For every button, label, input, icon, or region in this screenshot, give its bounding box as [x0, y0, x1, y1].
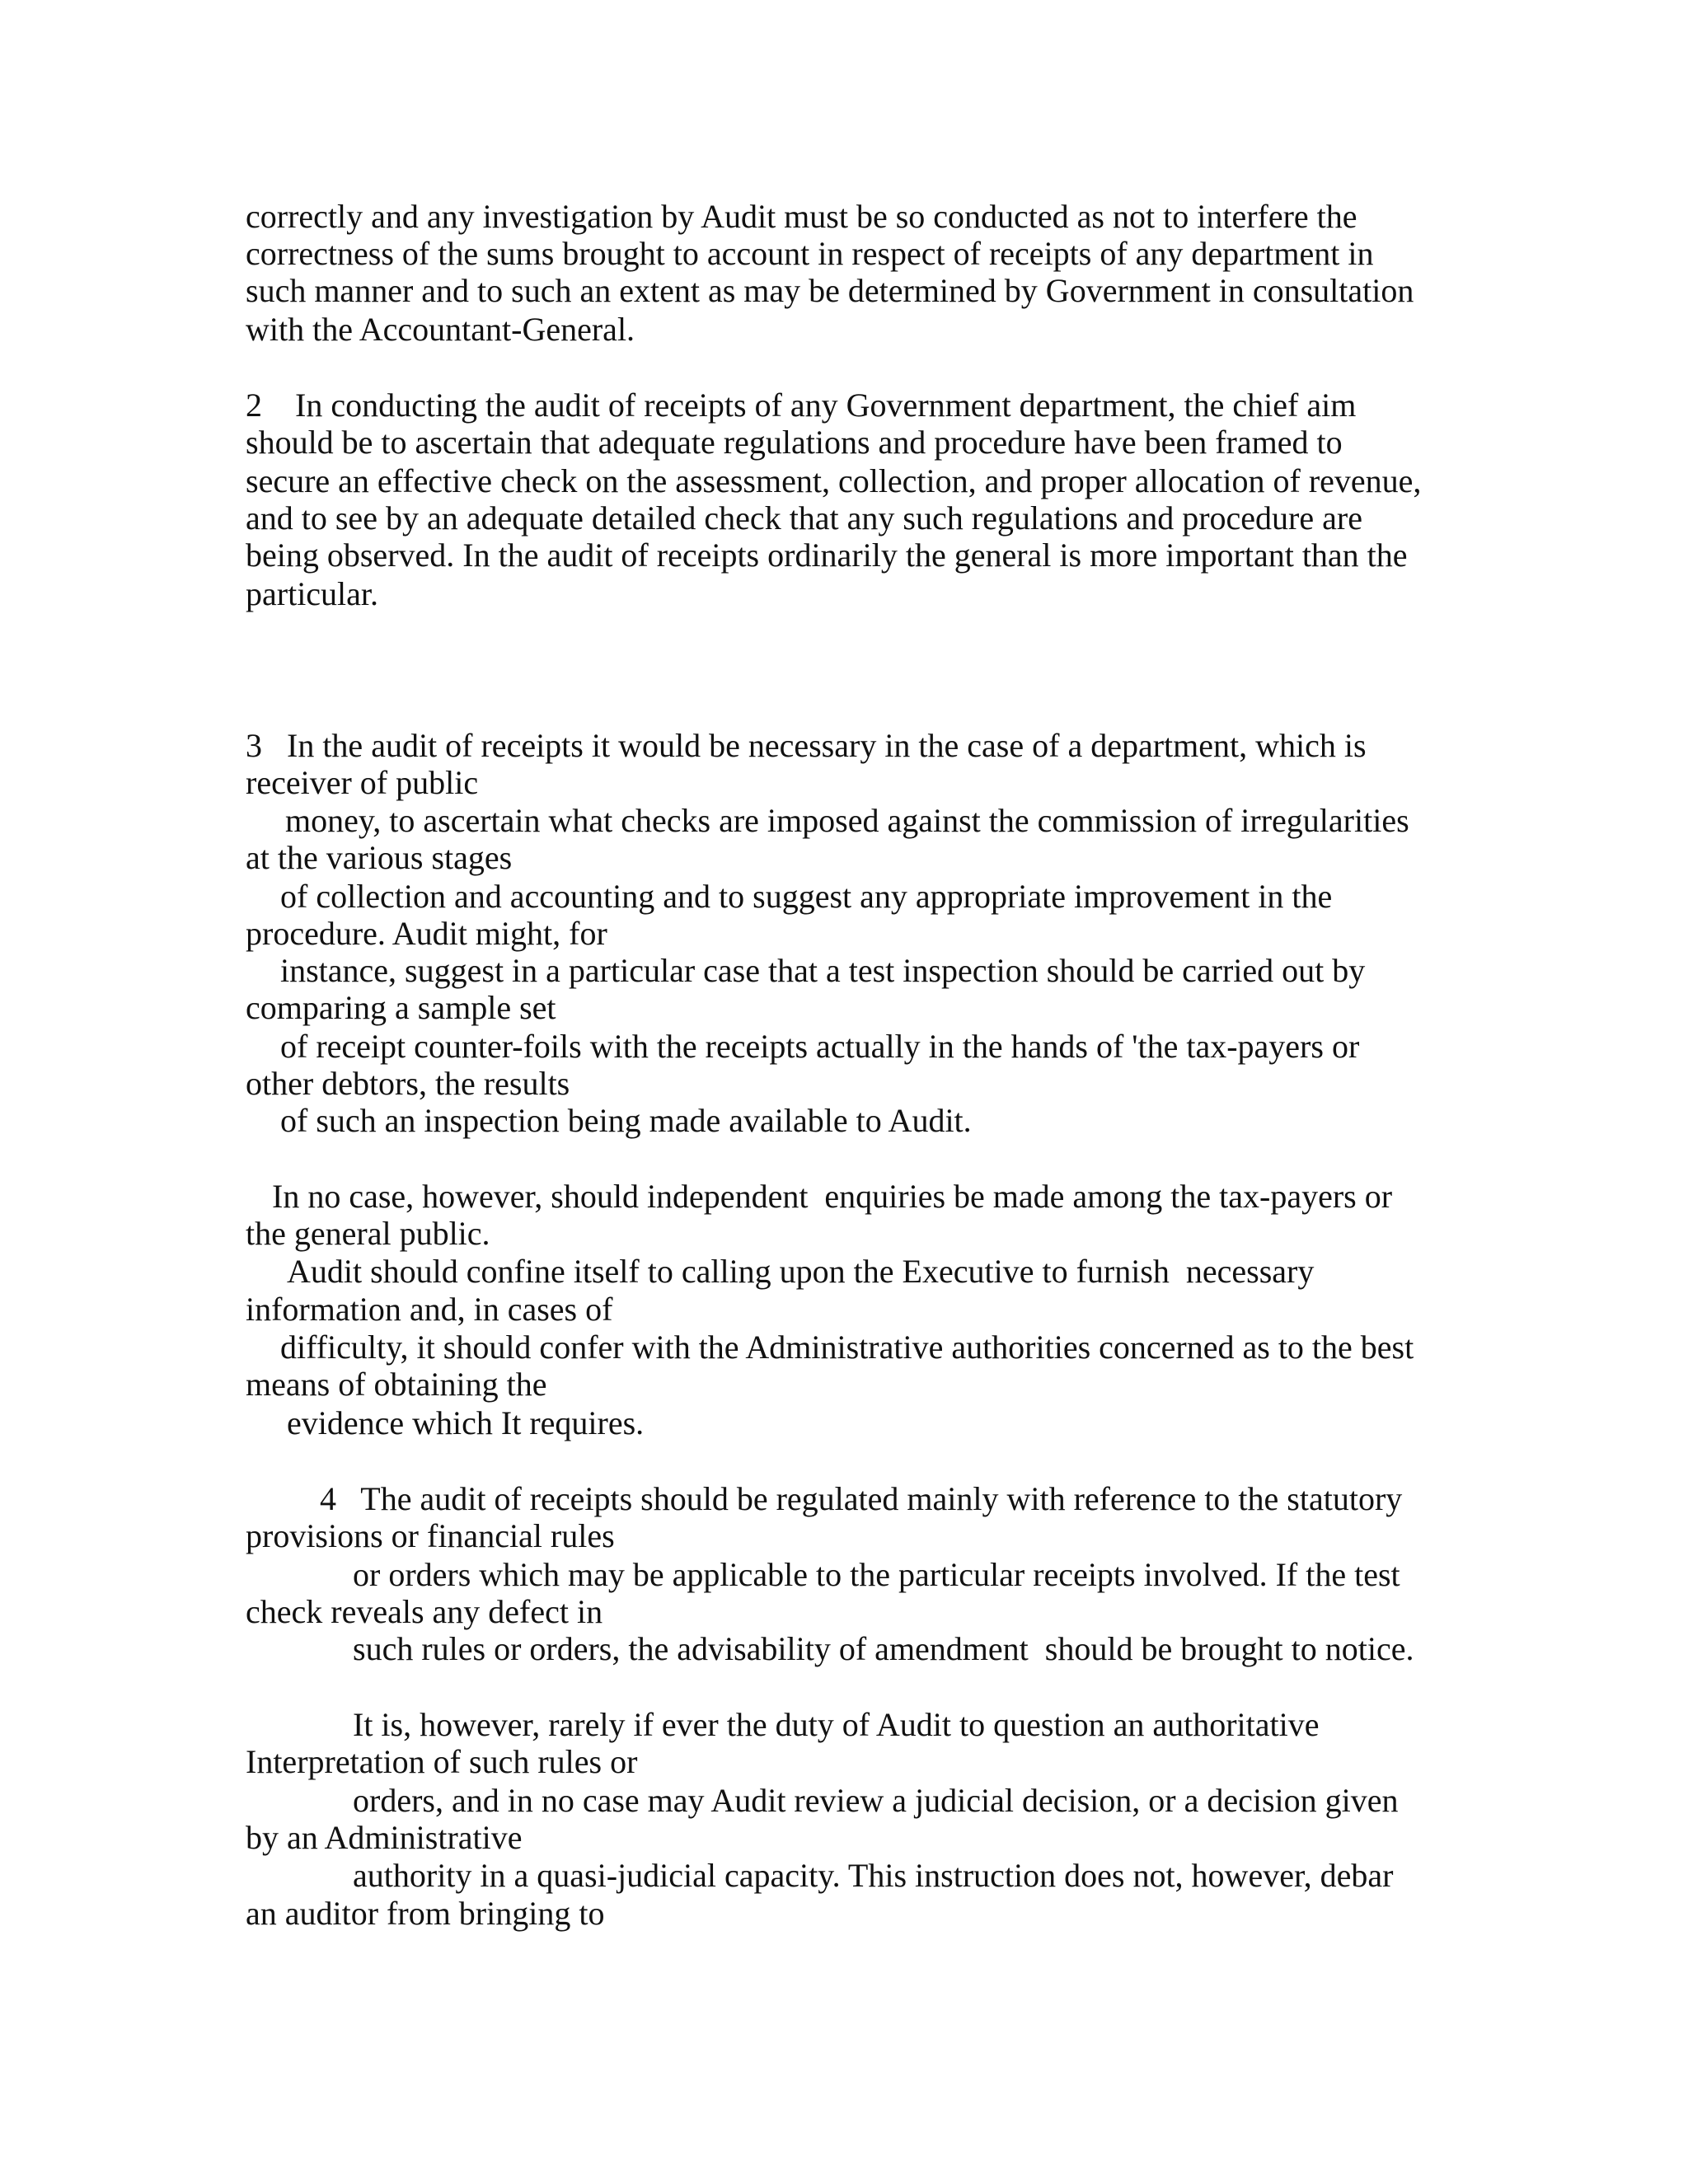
- text-line: an auditor from bringing to: [246, 1895, 605, 1932]
- text-line: secure an effective check on the assessment, collection, and proper allocation of revenue,: [246, 462, 1422, 499]
- text-line: by an Administrative: [246, 1819, 523, 1856]
- text-line: authority in a quasi-judicial capacity. This instruction does not, however, debar: [353, 1857, 1394, 1894]
- text-line: means of obtaining the: [246, 1366, 547, 1403]
- text-line: of receipt counter-foils with the receipts actually in the hands of 'the tax-payers or: [280, 1028, 1360, 1065]
- text-line: the general public.: [246, 1215, 490, 1252]
- text-line: other debtors, the results: [246, 1065, 570, 1102]
- text-line: orders, and in no case may Audit review a judicial decision, or a decision given: [353, 1782, 1399, 1819]
- text-line: procedure. Audit might, for: [246, 915, 607, 952]
- text-line: information and, in cases of: [246, 1291, 613, 1328]
- text-line: with the Accountant-General.: [246, 311, 635, 348]
- text-line: at the various stages: [246, 839, 513, 876]
- text-line: of collection and accounting and to suggest any appropriate improvement in the: [280, 878, 1333, 915]
- text-line: money, to ascertain what checks are imposed against the commission of irregularities: [285, 802, 1409, 839]
- text-line: 4 The audit of receipts should be regulated mainly with reference to the statutory: [320, 1480, 1403, 1517]
- text-line: Audit should confine itself to calling upon the Executive to furnish necessary: [287, 1253, 1315, 1290]
- text-line: Interpretation of such rules or: [246, 1743, 638, 1780]
- text-line: being observed. In the audit of receipts ordinarily the general is more important than the: [246, 537, 1408, 574]
- text-line: and to see by an adequate detailed check that any such regulations and procedure are: [246, 499, 1362, 537]
- text-line: or orders which may be applicable to the particular receipts involved. If the test: [353, 1556, 1400, 1593]
- text-line: should be to ascertain that adequate regulations and procedure have been framed to: [246, 424, 1343, 461]
- text-line: correctness of the sums brought to account in respect of receipts of any department in: [246, 235, 1374, 272]
- text-line: receiver of public: [246, 764, 479, 801]
- text-line: difficulty, it should confer with the Administrative authorities concerned as to the best: [280, 1329, 1414, 1366]
- text-line: evidence which It requires.: [287, 1404, 645, 1441]
- text-line: It is, however, rarely if ever the duty of Audit to question an authoritative: [353, 1706, 1320, 1743]
- text-line: 2 In conducting the audit of receipts of any Government department, the chief aim: [246, 387, 1357, 424]
- text-line: In no case, however, should independent enquiries be made among the tax-payers or: [272, 1178, 1393, 1215]
- text-line: correctly and any investigation by Audit must be so conducted as not to interfere the: [246, 198, 1357, 235]
- text-line: such rules or orders, the advisability of amendment should be brought to notice.: [353, 1630, 1414, 1667]
- text-line: check reveals any defect in: [246, 1593, 603, 1630]
- text-line: such manner and to such an extent as may be determined by Government in consultation: [246, 272, 1414, 309]
- text-line: provisions or financial rules: [246, 1517, 615, 1554]
- text-line: 3 In the audit of receipts it would be necessary in the case of a department, which is: [246, 727, 1367, 764]
- text-line: of such an inspection being made available to Audit.: [280, 1102, 972, 1139]
- text-line: particular.: [246, 575, 379, 612]
- text-line: comparing a sample set: [246, 989, 556, 1026]
- text-line: instance, suggest in a particular case that a test inspection should be carried out by: [280, 952, 1366, 989]
